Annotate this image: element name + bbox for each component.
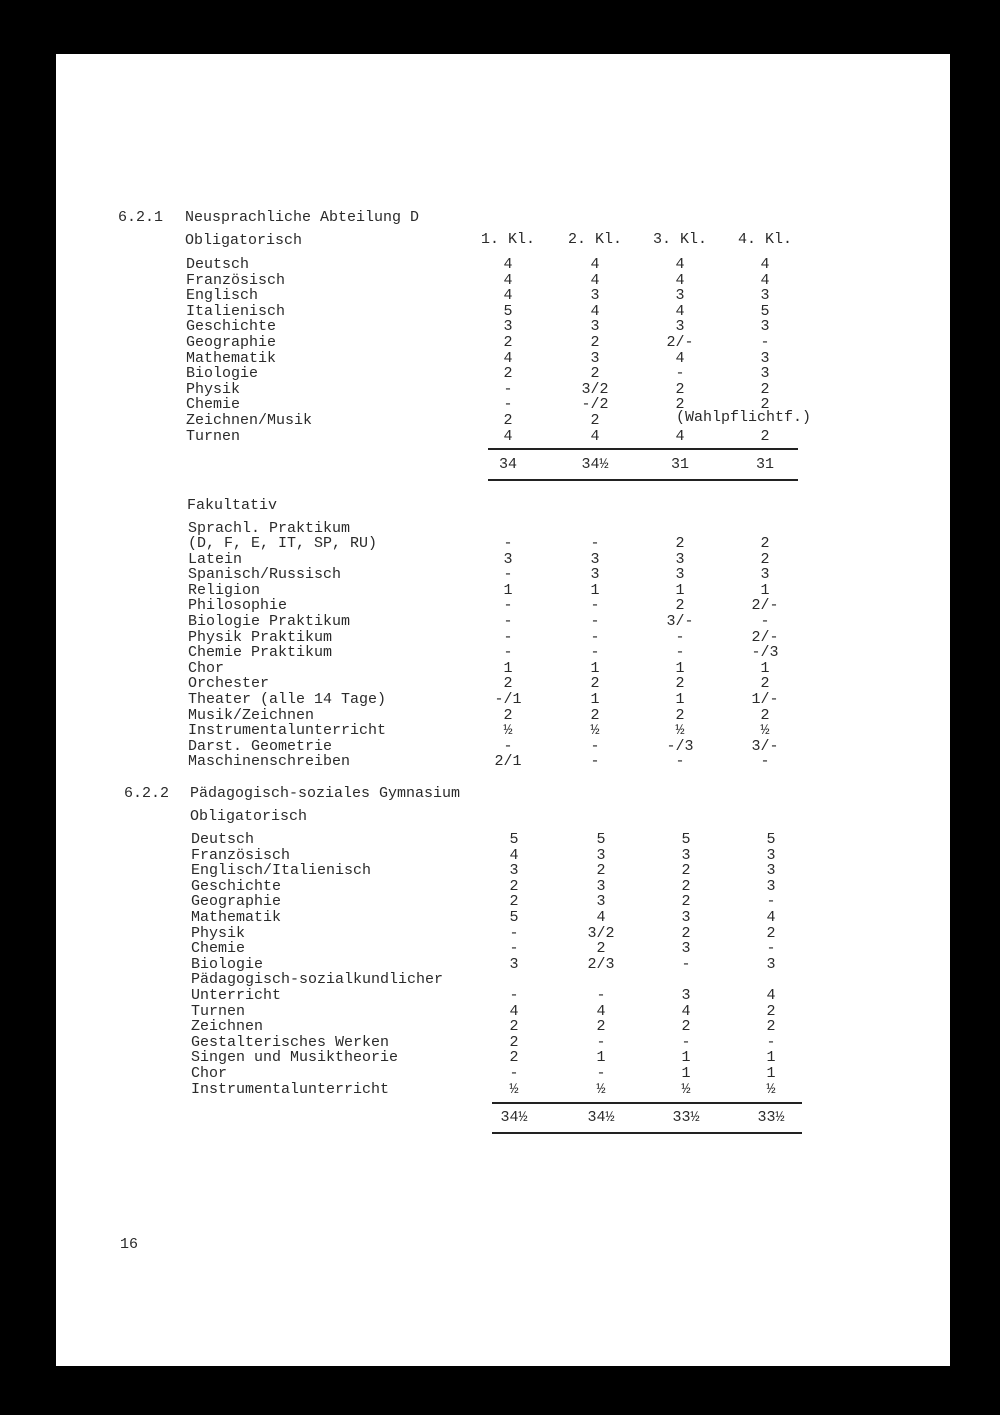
table-cell: 2 (760, 550, 770, 568)
table-cell: - (760, 753, 770, 771)
subject-label: Philosophie (188, 597, 288, 615)
subject-label: Pädagogisch-sozialkundlicher (191, 971, 444, 989)
table-cell: 2 (503, 675, 513, 693)
table-cell: 1 (760, 659, 770, 677)
total-cell: 34 (498, 456, 517, 473)
table-cell: - (596, 1033, 606, 1051)
table-cell: 2/- (751, 597, 779, 615)
table-cell: 1 (681, 1065, 691, 1082)
table-cell: 2 (760, 396, 770, 414)
subject-label: Religion (188, 581, 261, 599)
table-cell: 4 (590, 271, 600, 289)
table-cell: 2 (590, 334, 600, 351)
subject-label: Chemie Praktikum (188, 644, 333, 662)
table-cell: - (596, 1065, 606, 1082)
page-number: 16 (120, 1236, 139, 1253)
table-cell: 1 (675, 659, 685, 677)
table-cell: 2 (590, 412, 600, 429)
table-cell: 4 (760, 271, 770, 289)
total-cell: 31 (755, 456, 774, 473)
subject-label: Deutsch (191, 831, 255, 848)
table-cell: 3/2 (581, 380, 609, 398)
table-cell: 4 (675, 302, 685, 320)
table-cell: 2 (681, 1018, 691, 1036)
table-cell: 2 (503, 706, 513, 724)
subject-label: Orchester (188, 675, 270, 693)
table-cell: - (503, 566, 513, 584)
table-cell: 2 (675, 597, 685, 615)
subject-label: Spanisch/Russisch (188, 566, 342, 584)
subject-label: Physik Praktikum (188, 628, 333, 646)
table-cell: 3 (760, 287, 770, 305)
table-cell: 4 (509, 1002, 519, 1020)
total-rule-bottom (492, 1132, 802, 1134)
table-cell: 4 (590, 427, 600, 445)
table-cell: - (503, 597, 513, 615)
table-cell: 2 (503, 412, 513, 429)
subject-label: Geschichte (191, 877, 282, 895)
section-title: Pädagogisch-soziales Gymnasium (190, 785, 461, 802)
table-cell: -/2 (581, 396, 609, 414)
total-rule-top (488, 448, 798, 450)
table-cell: 4 (503, 349, 513, 367)
table-cell: 5 (596, 831, 606, 848)
table-cell: 3 (675, 318, 685, 336)
table-cell: 2 (760, 380, 770, 398)
table-cell: 3 (509, 955, 519, 973)
table-cell: - (766, 940, 776, 958)
subject-label: Englisch (186, 287, 259, 305)
table-cell: 2 (509, 877, 519, 895)
table-cell: - (590, 535, 600, 552)
table-cell: 1 (675, 581, 685, 599)
table-cell: 4 (590, 256, 600, 273)
table-cell: 2 (681, 877, 691, 895)
subject-label: Physik (186, 380, 241, 398)
table-cell: - (675, 644, 685, 662)
table-cell: ½ (675, 722, 685, 740)
subject-label: Biologie Praktikum (188, 613, 351, 630)
table-cell: - (590, 753, 600, 771)
column-header: 2. Kl. (567, 231, 622, 248)
table-cell: 5 (503, 302, 513, 320)
table-cell: 3 (681, 940, 691, 958)
table-cell: 2 (681, 862, 691, 880)
table-cell: ½ (596, 1080, 606, 1098)
table-cell: 1 (675, 691, 685, 708)
table-cell: ½ (509, 1080, 519, 1098)
table-cell: - (766, 1033, 776, 1051)
subject-label: Französisch (191, 846, 291, 864)
table-cell: - (503, 380, 513, 398)
table-cell: 3 (503, 550, 513, 568)
table-cell: 1 (766, 1065, 776, 1082)
subject-label: (D, F, E, IT, SP, RU) (188, 535, 378, 552)
table-cell: 2 (675, 706, 685, 724)
subject-label: Italienisch (186, 302, 286, 320)
table-cell: 4 (681, 1002, 691, 1020)
table-cell: 3 (590, 287, 600, 305)
table-cell: - (760, 613, 770, 630)
table-cell: ½ (681, 1080, 691, 1098)
table-cell: 3 (766, 846, 776, 864)
table-cell: - (503, 613, 513, 630)
subject-label: Instrumentalunterricht (191, 1080, 390, 1098)
section-number: 6.2.2 (124, 785, 170, 802)
table-cell: 2 (675, 396, 685, 414)
table-cell: - (681, 1033, 691, 1051)
table-cell: 2 (760, 535, 770, 552)
table-cell: - (596, 987, 606, 1004)
total-cell: 34½ (500, 1109, 528, 1126)
table-cell: - (681, 955, 691, 973)
table-cell: - (590, 613, 600, 630)
total-cell: 33½ (672, 1109, 700, 1126)
table-cell: 3 (596, 877, 606, 895)
table-cell: - (503, 644, 513, 662)
subject-label: Singen und Musiktheorie (191, 1049, 399, 1067)
table-cell: 2 (675, 535, 685, 552)
table-cell: 3/- (666, 613, 694, 630)
subject-label: Deutsch (186, 256, 250, 273)
column-header: 1. Kl. (480, 231, 535, 248)
table-cell: 3 (766, 955, 776, 973)
table-cell: - (760, 334, 770, 351)
table-cell: 2 (675, 380, 685, 398)
total-rule-bottom (488, 479, 798, 481)
subject-label: Musik/Zeichnen (188, 706, 315, 724)
subject-label: Chor (191, 1065, 228, 1082)
table-cell: 4 (760, 256, 770, 273)
table-cell: 1 (503, 581, 513, 599)
subject-label: Latein (188, 550, 243, 568)
table-cell: 2 (675, 675, 685, 693)
table-cell: 1 (503, 659, 513, 677)
table-cell: 4 (675, 256, 685, 273)
table-cell: 2 (681, 893, 691, 911)
subject-label: Biologie (186, 365, 259, 383)
table-cell: 4 (503, 287, 513, 305)
table-cell: - (509, 1065, 519, 1082)
table-cell: 2/- (666, 334, 694, 351)
table-cell: -/1 (494, 691, 522, 708)
table-cell: 3 (760, 349, 770, 367)
column-header: 3. Kl. (652, 231, 707, 248)
table-cell: 4 (503, 271, 513, 289)
table-cell: 5 (766, 831, 776, 848)
table-cell: -/3 (751, 644, 779, 662)
table-cell: 2 (590, 365, 600, 383)
table-cell: 2 (760, 675, 770, 693)
table-cell: 1 (590, 581, 600, 599)
document-page (56, 54, 950, 1366)
table-cell: 2 (509, 1018, 519, 1036)
table-cell: 2 (766, 1018, 776, 1036)
table-cell: 5 (509, 831, 519, 848)
total-cell: 34½ (581, 456, 609, 473)
table-cell: - (675, 628, 685, 646)
total-cell: 33½ (757, 1109, 785, 1126)
table-cell: - (503, 737, 513, 755)
subject-label: Zeichnen/Musik (186, 412, 313, 429)
subject-label: Französisch (186, 271, 286, 289)
table-cell: ½ (760, 722, 770, 740)
subject-label: Instrumentalunterricht (188, 722, 387, 740)
table-cell: 2/- (751, 628, 779, 646)
table-cell: 1 (590, 659, 600, 677)
table-cell: 4 (766, 987, 776, 1004)
table-cell: 4 (509, 846, 519, 864)
table-cell: 2 (590, 675, 600, 693)
table-cell: 3 (596, 846, 606, 864)
table-cell: 3 (760, 318, 770, 336)
subject-label: Gestalterisches Werken (191, 1033, 390, 1051)
subject-label: Turnen (186, 427, 241, 445)
table-cell: 2 (760, 427, 770, 445)
table-cell: 3 (590, 318, 600, 336)
table-cell: ½ (766, 1080, 776, 1098)
optional-heading: Fakultativ (187, 497, 278, 514)
table-cell: 4 (503, 256, 513, 273)
table-cell: 2 (681, 924, 691, 942)
section-number: 6.2.1 (118, 209, 164, 226)
table-cell: 3 (596, 893, 606, 911)
table-cell: 2/3 (587, 955, 615, 973)
section-title: Neusprachliche Abteilung D (185, 209, 420, 226)
table-cell: 3 (675, 287, 685, 305)
table-cell: 3 (503, 318, 513, 336)
table-cell: 5 (760, 302, 770, 320)
subject-label: Geographie (191, 893, 282, 911)
subject-label: Mathematik (191, 909, 282, 926)
table-cell: - (509, 987, 519, 1004)
table-cell: 5 (509, 909, 519, 926)
subject-label: Geschichte (186, 318, 277, 336)
table-cell: 1/- (751, 691, 779, 708)
table-cell: 2 (503, 334, 513, 351)
table-cell: 5 (681, 831, 691, 848)
table-cell: 3 (590, 566, 600, 584)
obligatory-heading: Obligatorisch (190, 808, 308, 825)
subject-label: Darst. Geometrie (188, 737, 333, 755)
table-cell: 2 (509, 1033, 519, 1051)
table-cell: - (503, 535, 513, 552)
table-cell: 3 (675, 566, 685, 584)
table-cell: 3/2 (587, 924, 615, 942)
table-cell: -/3 (666, 737, 694, 755)
total-cell: 34½ (587, 1109, 615, 1126)
table-cell: 2 (509, 1049, 519, 1067)
subject-label: Zeichnen (191, 1018, 264, 1036)
table-cell: 4 (503, 427, 513, 445)
total-cell: 31 (670, 456, 689, 473)
table-cell: 4 (590, 302, 600, 320)
table-cell: 2 (760, 706, 770, 724)
table-cell: - (509, 940, 519, 958)
obligatory-heading: Obligatorisch (185, 232, 303, 249)
subject-label: Mathematik (186, 349, 277, 367)
subject-label: Biologie (191, 955, 264, 973)
table-cell: 4 (766, 909, 776, 926)
table-cell: 2 (596, 862, 606, 880)
table-cell: 3 (681, 987, 691, 1004)
subject-label: Turnen (191, 1002, 246, 1020)
table-cell: 3 (766, 862, 776, 880)
table-cell: (Wahlpflichtf.) (676, 409, 812, 426)
subject-label: Physik (191, 924, 246, 942)
table-cell: 3 (590, 550, 600, 568)
table-cell: - (590, 644, 600, 662)
table-cell: 2 (596, 1018, 606, 1036)
table-cell: ½ (590, 722, 600, 740)
column-header: 4. Kl. (737, 231, 792, 248)
table-cell: 3 (760, 566, 770, 584)
table-cell: - (503, 628, 513, 646)
table-cell: 4 (675, 271, 685, 289)
table-cell: 1 (590, 691, 600, 708)
table-cell: 4 (596, 1002, 606, 1020)
table-cell: 4 (596, 909, 606, 926)
table-cell: 3 (681, 909, 691, 926)
table-cell: 3 (681, 846, 691, 864)
table-cell: 3 (675, 550, 685, 568)
subject-label: Sprachl. Praktikum (188, 520, 351, 537)
table-cell: 3/- (751, 737, 779, 755)
total-rule-top (492, 1102, 802, 1104)
table-cell: 2 (509, 893, 519, 911)
table-cell: 1 (681, 1049, 691, 1067)
table-cell: 1 (596, 1049, 606, 1067)
subject-label: Geographie (186, 334, 277, 351)
table-cell: 2 (766, 1002, 776, 1020)
table-cell: - (675, 753, 685, 771)
subject-label: Englisch/Italienisch (191, 862, 372, 880)
table-cell: - (766, 893, 776, 911)
table-cell: ½ (503, 722, 513, 740)
table-cell: - (509, 924, 519, 942)
subject-label: Theater (alle 14 Tage) (188, 691, 387, 708)
table-cell: - (503, 396, 513, 414)
subject-label: Maschinenschreiben (188, 753, 351, 771)
table-cell: - (590, 628, 600, 646)
table-cell: 3 (766, 877, 776, 895)
subject-label: Unterricht (191, 987, 282, 1004)
table-cell: 4 (675, 349, 685, 367)
table-cell: 3 (590, 349, 600, 367)
table-cell: 2/1 (494, 753, 522, 771)
table-cell: - (675, 365, 685, 383)
table-cell: - (590, 597, 600, 615)
table-cell: 2 (503, 365, 513, 383)
table-cell: - (590, 737, 600, 755)
subject-label: Chemie (191, 940, 246, 958)
table-cell: 3 (509, 862, 519, 880)
table-cell: 1 (760, 581, 770, 599)
table-cell: 4 (675, 427, 685, 445)
table-cell: 2 (766, 924, 776, 942)
table-cell: 1 (766, 1049, 776, 1067)
table-cell: 2 (596, 940, 606, 958)
table-cell: 2 (590, 706, 600, 724)
subject-label: Chor (188, 659, 225, 677)
table-cell: 3 (760, 365, 770, 383)
subject-label: Chemie (186, 396, 241, 414)
